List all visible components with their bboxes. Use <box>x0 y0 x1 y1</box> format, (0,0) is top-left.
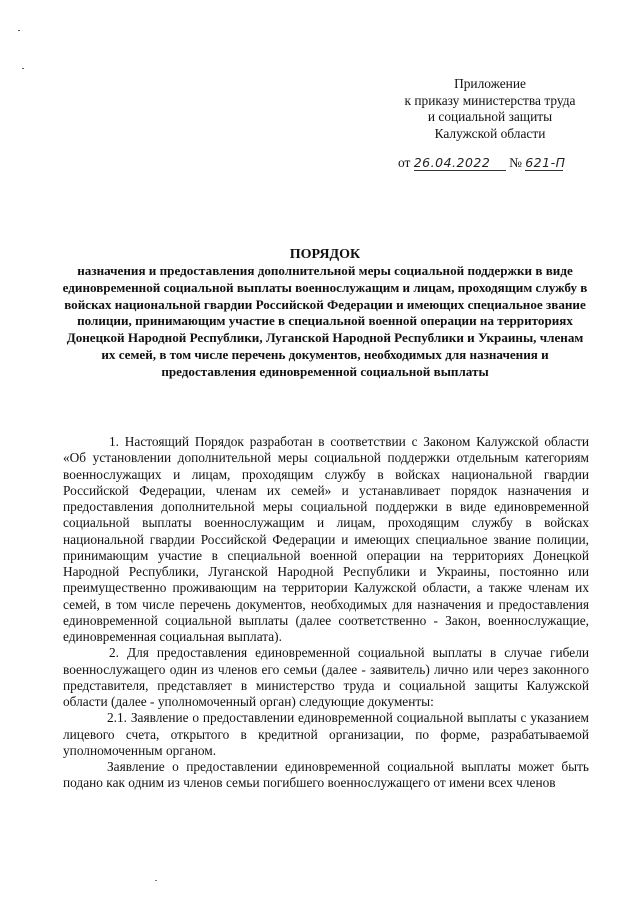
paragraph: 2.1. Заявление о предоставлении единовременной социальной выплаты с указанием лицевого счета, открытого в кредитной организации, по форме, разрабатываемой уполномоченным органом. <box>63 710 589 758</box>
scan-speck <box>155 880 157 881</box>
scan-speck <box>22 68 24 69</box>
order-number-handwritten: 621-П <box>525 155 566 170</box>
approval-line: и социальной защиты <box>427 109 553 125</box>
scan-speck <box>18 30 20 31</box>
paragraph: 2. Для предоставления единовременной социальной выплаты в случае гибели военнослужащего один из членов его семьи (далее - заявитель) лично или через законного представителя, представляет в министерство труда и социальной защиты Калужской области (далее - уполномоченный орган) следующие документы: <box>63 645 589 709</box>
document-subtitle: назначения и предоставления дополнительной меры социальной поддержки в виде единовременной социальной выплаты военнослужащим и лицам, проходящим службу в войсках национальной гвардии Российской Федерации и имеющих специальное звание полиции, принимающим участие в специальной военной операции на территориях Донецкой Народной Республики, Луганской Народной Республики и Украины, членам их семей, в том числе перечень документов, необходимых для назначения и предоставления единовременной социальной выплаты <box>62 263 588 379</box>
order-date-handwritten: 26.04.2022 <box>413 155 491 170</box>
order-reference <box>398 154 598 172</box>
order-number-label: № <box>509 155 522 170</box>
approval-line: Приложение <box>454 76 526 91</box>
approval-block <box>390 76 590 142</box>
paragraph: Заявление о предоставлении единовременной социальной выплаты может быть подано как одним из членов семьи погибшего военнослужащего от имени всех членов <box>63 759 589 791</box>
approval-line: к приказу министерства труда <box>404 92 576 108</box>
order-from-label: от <box>398 155 411 170</box>
approval-line: Калужской области <box>434 125 546 141</box>
paragraph: 1. Настоящий Порядок разработан в соответствии с Законом Калужской области «Об установлении дополнительной меры социальной поддержки отдельным категориям военнослужащих и лицам, проходящим службу в войсках национальной гвардии Российской Федерации, членам их семей» и устанавливает порядок назначения и предоставления дополнительной меры социальной поддержки в виде единовременной социальной выплаты военнослужащим и лицам, проходящим службу в войсках национальной гвардии Российской Федерации и имеющих специальное звание полиции, принимающим участие в специальной военной операции на территориях Донецкой Народной Республики, Луганской Народной Республики и Украины, постоянно или преимущественно проживающим на территории Калужской области, а также членам их семей, в том числе перечень документов, необходимых для назначения и предоставления единовременной социальной выплаты (далее соответственно - Закон, военнослужащие, единовременная социальная выплата). <box>63 434 589 644</box>
document-body <box>63 434 589 792</box>
document-title: ПОРЯДОК <box>289 247 361 262</box>
